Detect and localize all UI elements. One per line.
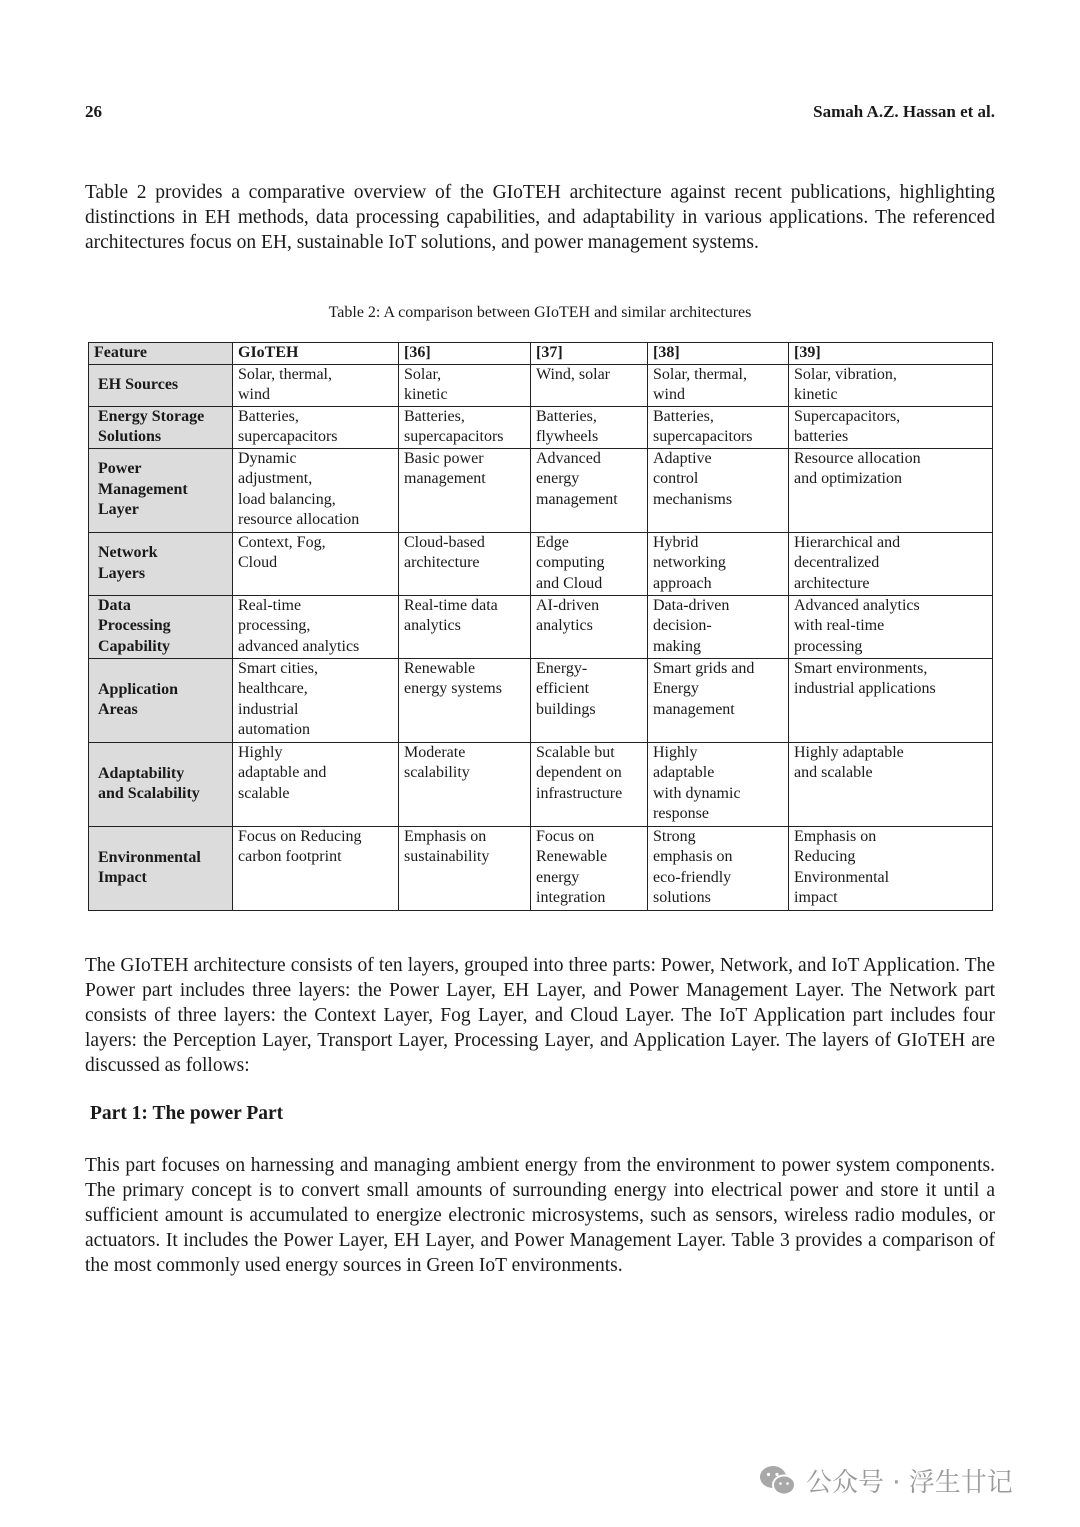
table-cell: Smart cities, healthcare, industrial automation [233, 658, 399, 742]
table-row [89, 826, 993, 910]
row-feature-label: EH Sources [89, 364, 233, 406]
table-cell: Data-driven decision- making [648, 595, 789, 658]
row-feature-label: Data Processing Capability [89, 595, 233, 658]
column-header: [38] [648, 343, 789, 365]
watermark-text: 公众号 · 浮生廿记 [806, 1468, 1013, 1498]
power-part-paragraph: This part focuses on harnessing and managing ambient energy from the environment to power system components. The primary concept is to convert small amounts of surrounding energy into electrical power and store it until a sufficient amount is accumulated to energize electronic microsystems, such as sensors, wireless radio modules, or actuators. It includes the Power Layer, EH Layer, and Power Management Layer. Table 3 provides a comparison of the most commonly used energy sources in Green IoT environments. [85, 1155, 995, 1276]
table-cell: Focus on Renewable energy integration [531, 826, 648, 910]
table-cell: Smart environments, industrial applications [789, 658, 993, 742]
table-cell: Highly adaptable with dynamic response [648, 742, 789, 826]
table-row [89, 742, 993, 826]
table-cell: Batteries, supercapacitors [648, 406, 789, 448]
column-header: [37] [531, 343, 648, 365]
table-cell: Real-time data analytics [399, 595, 531, 658]
table-cell: Highly adaptable and scalable [233, 742, 399, 826]
table-cell: AI-driven analytics [531, 595, 648, 658]
row-feature-label: Power Management Layer [89, 448, 233, 532]
page-header [85, 102, 995, 128]
row-feature-label: Network Layers [89, 532, 233, 595]
column-header: GIoTEH [233, 343, 399, 365]
table-cell: Context, Fog, Cloud [233, 532, 399, 595]
table-cell: Batteries, flywheels [531, 406, 648, 448]
table-cell: Hierarchical and decentralized architecture [789, 532, 993, 595]
table-cell: Basic power management [399, 448, 531, 532]
table-cell: Emphasis on sustainability [399, 826, 531, 910]
column-header: [36] [399, 343, 531, 365]
table-row [89, 658, 993, 742]
table-cell: Focus on Reducing carbon footprint [233, 826, 399, 910]
column-header: [39] [789, 343, 993, 365]
table-cell: Solar, vibration, kinetic [789, 364, 993, 406]
table-cell: Energy- efficient buildings [531, 658, 648, 742]
table-row [89, 364, 993, 406]
table-cell: Edge computing and Cloud [531, 532, 648, 595]
row-feature-label: Application Areas [89, 658, 233, 742]
column-header: Feature [89, 343, 233, 365]
row-feature-label: Adaptability and Scalability [89, 742, 233, 826]
table-row [89, 448, 993, 532]
table-cell: Resource allocation and optimization [789, 448, 993, 532]
table-cell: Cloud-based architecture [399, 532, 531, 595]
running-head-authors: Samah A.Z. Hassan et al. [813, 102, 995, 121]
table-row [89, 532, 993, 595]
table-cell: Solar, kinetic [399, 364, 531, 406]
table-cell: Strong emphasis on eco-friendly solutions [648, 826, 789, 910]
table-cell: Highly adaptable and scalable [789, 742, 993, 826]
table-cell: Hybrid networking approach [648, 532, 789, 595]
intro-paragraph: Table 2 provides a comparative overview of the GIoTEH architecture against recent publications, highlighting distinctions in EH methods, data processing capabilities, and adaptability in various applications. The referenced architectures focus on EH, sustainable IoT solutions, and power management systems. [85, 182, 995, 253]
table-cell: Supercapacitors, batteries [789, 406, 993, 448]
layers-paragraph: The GIoTEH architecture consists of ten layers, grouped into three parts: Power, Network, and IoT Application. The Power part includes three layers: the Power Layer, EH Layer, and Power Management Layer. The Network part consists of three layers: the Context Layer, Fog Layer, and Cloud Layer. The IoT Application part includes four layers: the Perception Layer, Transport Layer, Processing Layer, and Application Layer. The layers of GIoTEH are discussed as follows: [85, 955, 995, 1076]
table-cell: Advanced analytics with real-time processing [789, 595, 993, 658]
table-row [89, 406, 993, 448]
row-feature-label: Environmental Impact [89, 826, 233, 910]
wechat-icon [758, 1464, 798, 1498]
table-cell: Adaptive control mechanisms [648, 448, 789, 532]
table-cell: Emphasis on Reducing Environmental impact [789, 826, 993, 910]
table-cell: Renewable energy systems [399, 658, 531, 742]
table-cell: Real-time processing, advanced analytics [233, 595, 399, 658]
table-cell: Solar, thermal, wind [648, 364, 789, 406]
comparison-table [88, 342, 993, 911]
table-cell: Dynamic adjustment, load balancing, resource allocation [233, 448, 399, 532]
watermark [758, 1462, 1013, 1499]
table-cell: Advanced energy management [531, 448, 648, 532]
table-caption: Table 2: A comparison between GIoTEH and similar architectures [328, 304, 752, 321]
table-cell: Batteries, supercapacitors [399, 406, 531, 448]
table-cell: Smart grids and Energy management [648, 658, 789, 742]
table-row [89, 595, 993, 658]
table-cell: Solar, thermal, wind [233, 364, 399, 406]
table-header-row [89, 343, 993, 365]
page-number: 26 [85, 102, 102, 121]
table-cell: Scalable but dependent on infrastructure [531, 742, 648, 826]
row-feature-label: Energy Storage Solutions [89, 406, 233, 448]
table-cell: Batteries, supercapacitors [233, 406, 399, 448]
table-cell: Moderate scalability [399, 742, 531, 826]
table-cell: Wind, solar [531, 364, 648, 406]
section-heading: Part 1: The power Part [90, 1103, 284, 1124]
